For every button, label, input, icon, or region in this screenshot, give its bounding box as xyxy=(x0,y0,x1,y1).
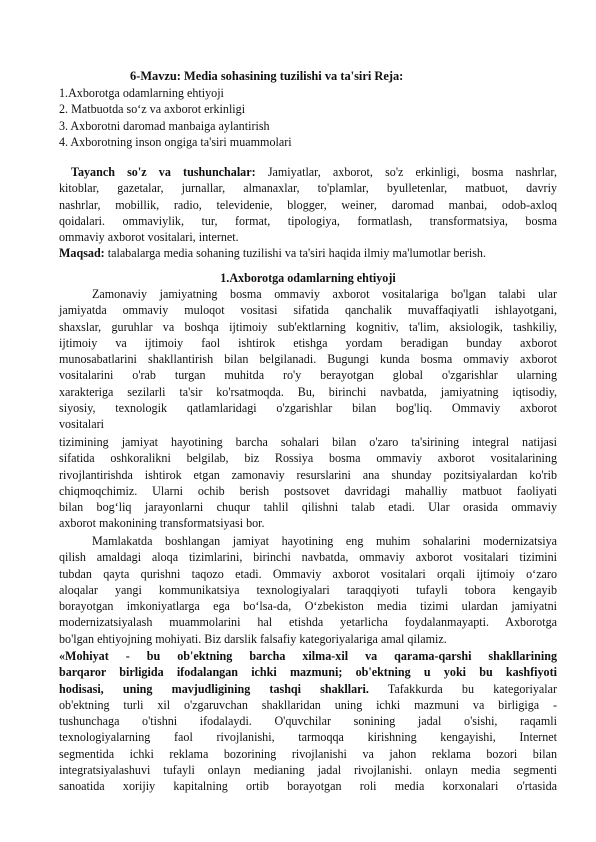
text-line: munosabatlarini shakllantirish bilan belgilanadi. Bugungi kunda bosma ommaviy axborot xyxy=(59,352,557,367)
paragraph-4 xyxy=(59,648,557,795)
text-line: modernizatsiyalash muammolarini hal etishda yetarlicha foydalanmayapti. Axborotga xyxy=(59,615,557,630)
text-line: borayotgan imkoniyatlarga ega bo‘lsa-da, O‘zbekiston media tizimi ulardan jamiyatni xyxy=(59,599,557,614)
paragraph-1 xyxy=(59,286,557,433)
quote-line: barqaror birligida ifodalangan ichki mazmuni; ob'ektning u yoki bu kashfiyoti xyxy=(59,665,557,680)
text-line: siyosiy, texnologik qatlamlaridagi o'zgarishlar bilan bog'liq. Ommaviy axborot xyxy=(59,401,557,416)
text-line: tizimining jamiyat hayotining barcha sohalari bilan o'zaro ta'sirining integral natijasi xyxy=(59,435,557,449)
text-line: qilish amaldagi aloqa tizimlarini, birinchi navbatda, ommaviy axborot vositalari tizimini xyxy=(59,550,557,565)
text-line: jamiyatda ommaviy muloqot vositasi sifatida qanchalik muvaffaqiyatli ishlayotgani, xyxy=(59,303,557,318)
text-line: texnologiyalarning faol rivojlanishi, tarmoqqa kirishning kengayishi, Internet xyxy=(59,730,557,745)
text-line: ob'ektning turli xil o'zgaruvchan shakllaridan uning ichki mazmuni va birligiga - xyxy=(59,697,557,712)
keywords-line: nashrlar, mobillik, radio, televidenie, blogger, weiner, daromad manbai, odob-axloq xyxy=(59,197,557,212)
text-line: tushunchaga o'tishni ifodalaydi. O'quvchilar sonining jadal o'sishi, raqamli xyxy=(59,714,557,729)
keywords-paragraph xyxy=(59,164,557,262)
goal-line: Maqsad: talabalarga media sohaning tuzilishi va ta'siri haqida ilmiy ma'lumotlar berish. xyxy=(59,246,486,261)
text-line: rivojlantirishda ishtirok etgan zamonaviy resurslarini ana shunday pozitsiyalardan ko'rib xyxy=(59,467,557,482)
keywords-line: Tayanch so'z va tushunchalar: Jamiyatlar, axborot, so'z erkinligi, bosma nashrlar, xyxy=(71,165,557,179)
page-title: 6-Mavzu: Media sohasining tuzilishi va ta'siri Reja: xyxy=(130,69,404,83)
text-line: sanoatida xorijiy kapitalning ortib borayotgan roli media korxonalari o'rtasida xyxy=(59,779,557,794)
text-line: ijtimoiy va ijtimoiy faol ishtirok etishga yordam beradigan bunday axborot xyxy=(59,335,557,350)
section-heading: 1.Axborotga odamlarning ehtiyoji xyxy=(220,271,396,285)
plan-item-1: 1.Axborotga odamlarning ehtiyoji xyxy=(59,86,224,100)
quote-line: «Mohiyat - bu ob'ektning barcha xilma-xil va qarama-qarshi shakllarining xyxy=(59,649,557,663)
text-line: integratsiyalashuvi tufayli onlayn medianing jadal rivojlanishi. onlayn media segmenti xyxy=(59,763,557,778)
quote-line: hodisasi, uning mavjudligining tashqi shakllari. Tafakkurda bu kategoriyalar xyxy=(59,681,557,696)
paragraph-2 xyxy=(59,434,557,532)
text-line: bilan bog‘liq jarayonlarni chuqur tahlil qilishni talab etadi. Ular orasida ommaviy xyxy=(59,500,557,515)
keywords-line: ommaviy axborot vositalari, internet. xyxy=(59,230,239,245)
text-line: sifatida oshkoralikni belgilab, biz Rossiya bosma ommaviy axborot vositalarining xyxy=(59,451,557,466)
plan-item-2: 2. Matbuotda so‘z va axborot erkinligi xyxy=(59,102,246,117)
plan-list xyxy=(59,85,557,150)
text-line: Mamlakatda boshlangan jamiyat hayotining eng muhim sohalarini modernizatsiya xyxy=(92,534,557,548)
text-line: vositalarini o'rab turgan muhitda ro'y berayotgan global o'zgarishlar ularning xyxy=(59,368,557,383)
text-line: vositalari xyxy=(59,417,105,432)
text-line: bo'lgan ehtiyojning mohiyati. Biz darslik falsafiy kategoriyalariga amal qilamiz. xyxy=(59,631,447,646)
text-line: axborot makonining transformatsiyasi bor. xyxy=(59,516,265,531)
plan-item-3: 3. Axborotni daromad manbaiga aylantirish xyxy=(59,118,270,133)
text-line: chiqmoqchimiz. Ularni ochib berish postsovet davridagi mahalliy matbuot faoliyati xyxy=(59,483,557,498)
keywords-line: kitoblar, gazetalar, jurnallar, almanaxlar, to'plamlar, byulletenlar, matbuot, davriy xyxy=(59,181,557,196)
text-line: xarakteriga sezilarli ta'sir ko'rsatmoqda. Bu, birinchi navbatda, jamiyatning iqtisodiy, xyxy=(59,384,557,399)
keywords-line: qoidalari. ommaviylik, tur, format, tipologiya, formatlash, transformatsiya, bosma xyxy=(59,213,557,228)
text-line: Zamonaviy jamiyatning bosma ommaviy axborot vositalariga bo'lgan talabi ular xyxy=(92,287,557,301)
text-line: tubdan qayta qurishni taqozo etadi. Ommaviy axborot vositalari orqali ijtimoiy o‘zaro xyxy=(59,566,557,581)
goal-label: Maqsad: xyxy=(59,246,105,261)
keywords-label: Tayanch so'z va tushunchalar: xyxy=(71,165,256,179)
text-line: segmentida ichki reklama bozorining rivojlanishi va jahon reklama bozori bilan xyxy=(59,746,557,761)
paragraph-3 xyxy=(59,533,557,647)
plan-item-4: 4. Axborotning inson ongiga ta'siri muammolari xyxy=(59,134,292,149)
text-line: aloqalar yangi kommunikatsiya texnologiyalari taraqqiyoti tufayli tobora kengayib xyxy=(59,582,557,597)
text-line: shaxslar, guruhlar va boshqa ijtimoiy sub'ektlarning kognitiv, ta'lim, aksiologik, tashkiliy, xyxy=(59,319,557,334)
